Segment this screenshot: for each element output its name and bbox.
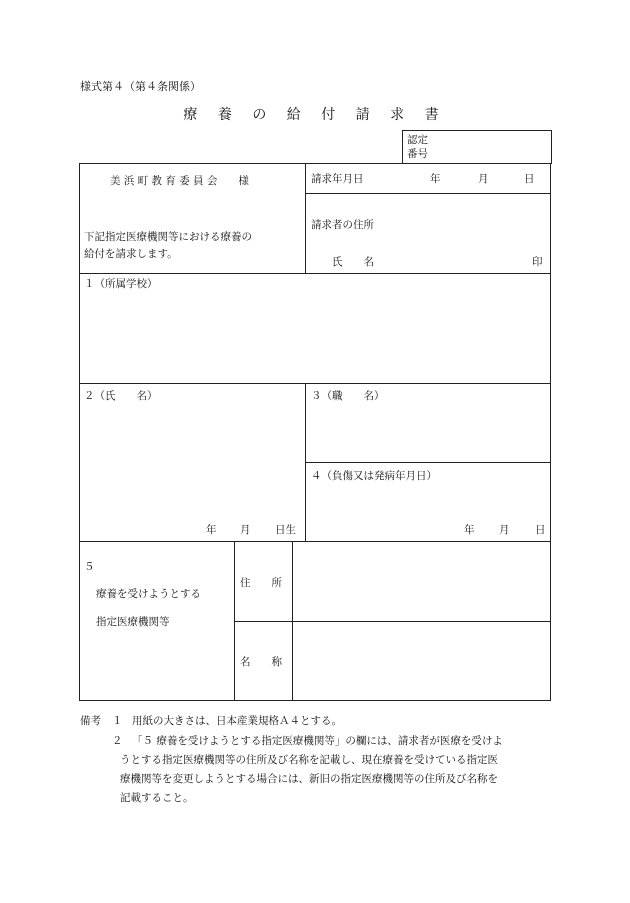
divider-vertical-top <box>305 163 306 273</box>
request-date-label: 請求年月日 <box>311 173 364 185</box>
injury-month: 月 <box>499 524 510 536</box>
field-position-label: ３（職 名） <box>311 390 385 402</box>
field-injury-label: ４（負傷又は発病年月日） <box>311 470 437 482</box>
birth-month: 月 <box>240 524 251 536</box>
divider-vertical-facility <box>234 541 235 701</box>
birth-year: 年 <box>206 524 217 536</box>
injury-year: 年 <box>464 524 475 536</box>
requester-name-label: 氏 名 <box>332 256 374 268</box>
field-name-label: ２（氏 名） <box>84 390 158 402</box>
field-facility-line-1: 療養を受けようとする <box>96 588 201 600</box>
form-title: 療 養 の 給 付 請 求 書 <box>183 107 447 123</box>
divider-address-name <box>234 621 551 622</box>
approval-box <box>402 130 552 164</box>
note-1-text: 用紙の大きさは、日本産業規格Ａ４とする。 <box>132 715 342 727</box>
facility-address-label: 住 所 <box>240 577 282 589</box>
note-2-line-4: 記載すること。 <box>120 792 194 804</box>
approval-label-1: 認定 <box>407 134 428 146</box>
request-text-2: 給付を請求します。 <box>84 248 178 260</box>
facility-name-label: 名 称 <box>240 656 282 668</box>
birth-day: 日生 <box>275 524 296 536</box>
field-school-label: １（所属学校） <box>84 278 158 290</box>
approval-label-2: 番号 <box>407 148 428 160</box>
request-text-1: 下記指定医療機関等における療養の <box>84 231 252 243</box>
field-facility-line-2: 指定医療機関等 <box>96 616 170 628</box>
note-2-line-2: うとする指定医療機関等の住所及び名称を記載し、現在療養を受けている指定医 <box>120 754 498 766</box>
seal-label: 印 <box>532 256 543 268</box>
notes-heading: 備考 <box>80 715 101 727</box>
injury-day: 日 <box>535 524 546 536</box>
divider-section-2 <box>79 383 551 384</box>
divider-section-1 <box>79 273 551 274</box>
request-date-day: 日 <box>524 173 535 185</box>
divider-section-5 <box>79 541 551 542</box>
form-number: 様式第４（第４条関係） <box>80 80 201 93</box>
divider-vertical-label <box>292 541 293 701</box>
divider-vertical-middle <box>305 383 306 541</box>
requester-address-label: 請求者の住所 <box>311 219 374 231</box>
note-1-number: １ <box>112 715 123 727</box>
divider-section-4 <box>305 462 551 463</box>
note-2-line-1: 「５ 療養を受けようとする指定医療機関等」の欄には、請求者が医療を受けよ <box>132 735 503 747</box>
request-date-year: 年 <box>430 173 441 185</box>
note-2-line-3: 療機関等を変更しようとする場合には、新旧の指定医療機関等の住所及び名称を <box>120 773 498 785</box>
divider-request-date <box>305 193 551 194</box>
note-2-number: ２ <box>112 735 123 747</box>
addressee: 美 浜 町 教 育 委 員 会 様 <box>110 175 249 187</box>
request-date-month: 月 <box>478 173 489 185</box>
field-facility-number: ５ <box>84 561 95 573</box>
